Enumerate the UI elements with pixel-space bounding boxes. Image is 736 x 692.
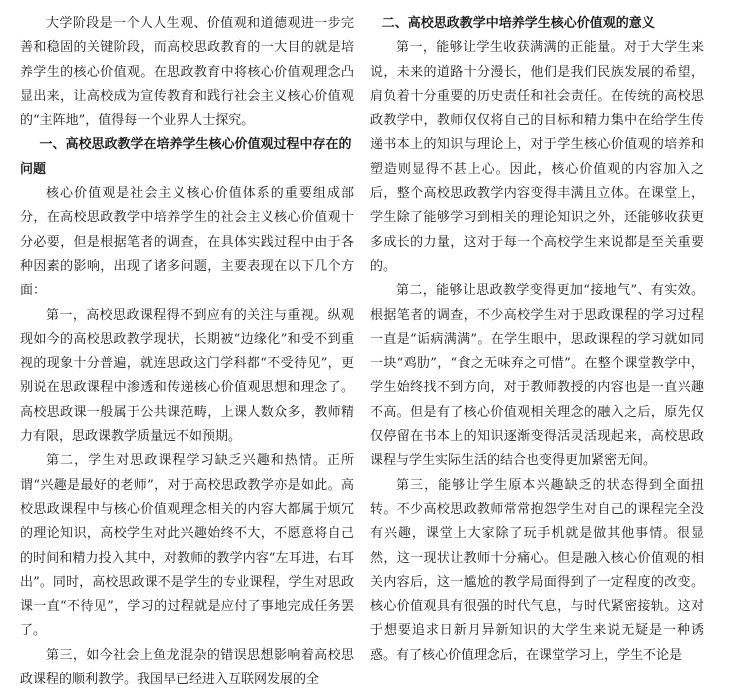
section-two-paragraph-3: 第三，能够让学生原本兴趣缺乏的状态得到全面扭转。不少高校思政教师常常抱怨学生对自己的课程完全没有兴趣，课堂上大家除了玩手机就是做其他事情。很显然，这一现状让教师十分痛心。但是融入核心价值观的相关内容后，这一尴尬的教学局面得到了一定程度的改变。核心价值观具有很强的时代气息，与时代紧密接轨。这对于想要追求日新月异新知识的大学生来说无疑是一种诱惑。有了核心价值理念后，在课堂学习上，学生不论是 (370, 477, 704, 663)
section-two-heading: 二、高校思政教学中培养学生核心价值观的意义 (381, 16, 655, 31)
section-one-heading: 一、高校思政教学在培养学生核心价值观过程中存在的问题 (20, 137, 352, 177)
section-one-paragraph-3: 第二，学生对思政课程学习缺乏兴趣和热情。正所谓“兴趣是最好的老师”，对于高校思政教学亦是如此。高校思政课程中与核心价值观理念相关的内容大都属于烦冗的理论知识，高校学生对此兴趣始终不大，不愿意将自己的时间和精力投入其中，对教师的教学内容“左耳进，右耳出”。同时，高校思政课不是学生的专业课程，学生对思政课一直“不待见”，学习的过程就是应付了事地完成任务罢了。 (20, 453, 354, 639)
section-one-paragraph-4: 第三，如今社会上鱼龙混杂的错误思想影响着高校思政课程的顺利教学。我国早已经进入互联网发展的全 (20, 647, 354, 688)
section-two-paragraph-1: 第一，能够让学生收获满满的正能量。对于大学生来说，未来的道路十分漫长，他们是我们民族发展的希望，肩负着十分重要的历史责任和社会责任。在传统的高校思政教学中，教师仅仅将自己的目标和精力集中在给学生传递书本上的知识与理论上，对于学生核心价值观的培养和塑造则显得不甚上心。因此，核心价值观的内容加入之后，整个高校思政教学内容变得丰满且立体。在课堂上，学生除了能够学习到相关的理论知识之外，还能够收获更多成长的力量，这对于每一个高校学生来说都是至关重要的。 (370, 40, 704, 274)
section-two-paragraph-2: 第二，能够让思政教学变得更加“接地气”、有实效。根据笔者的调查，不少高校学生对于思政课程的学习过程一直是“诟病满满”。在学生眼中，思政课程的学习就如同一块“鸡肋”，“食之无味弃之可惜”。在整个课堂教学中，学生始终找不到方向，对于教师教授的内容也是一直兴趣不高。但是有了核心价值观相关理念的融入之后，原先仅仅停留在书本上的知识逐渐变得活灵活现起来，高校思政课程与学生实际生活的结合也变得更加紧密无间。 (370, 283, 704, 469)
left-column (20, 12, 354, 692)
section-one-paragraph-2: 第一，高校思政课程得不到应有的关注与重视。纵观现如今的高校思政教学现状，长期被“边缘化”和受不到重视的现象十分普遍，就连思政这门学科都“不受待见”，更别说在思政课程中渗透和传递核心价值观思想和理念了。高校思政课一般属于公共课范畴，上课人数众多，教师精力有限，思政课教学质量远不如预期。 (20, 307, 354, 445)
intro-paragraph: 大学阶段是一个人人生观、价值观和道德观进一步完善和稳固的关键阶段，而高校思政教育的一大目的就是培养学生的核心价值观。在思政教育中将核心价值观理念凸显出来，让高校成为宣传教育和践行社会主义核心价值观的“主阵地”，值得每一个业界人士探究。 (20, 16, 354, 129)
section-one-paragraph-1: 核心价值观是社会主义核心价值体系的重要组成部分，在高校思政教学中培养学生的社会主义核心价值观十分必要，但是根据笔者的调查，在具体实践过程中由于各种因素的影响，出现了诸多问题，主要表现在以下几个方面： (20, 186, 354, 299)
right-column (370, 12, 704, 668)
